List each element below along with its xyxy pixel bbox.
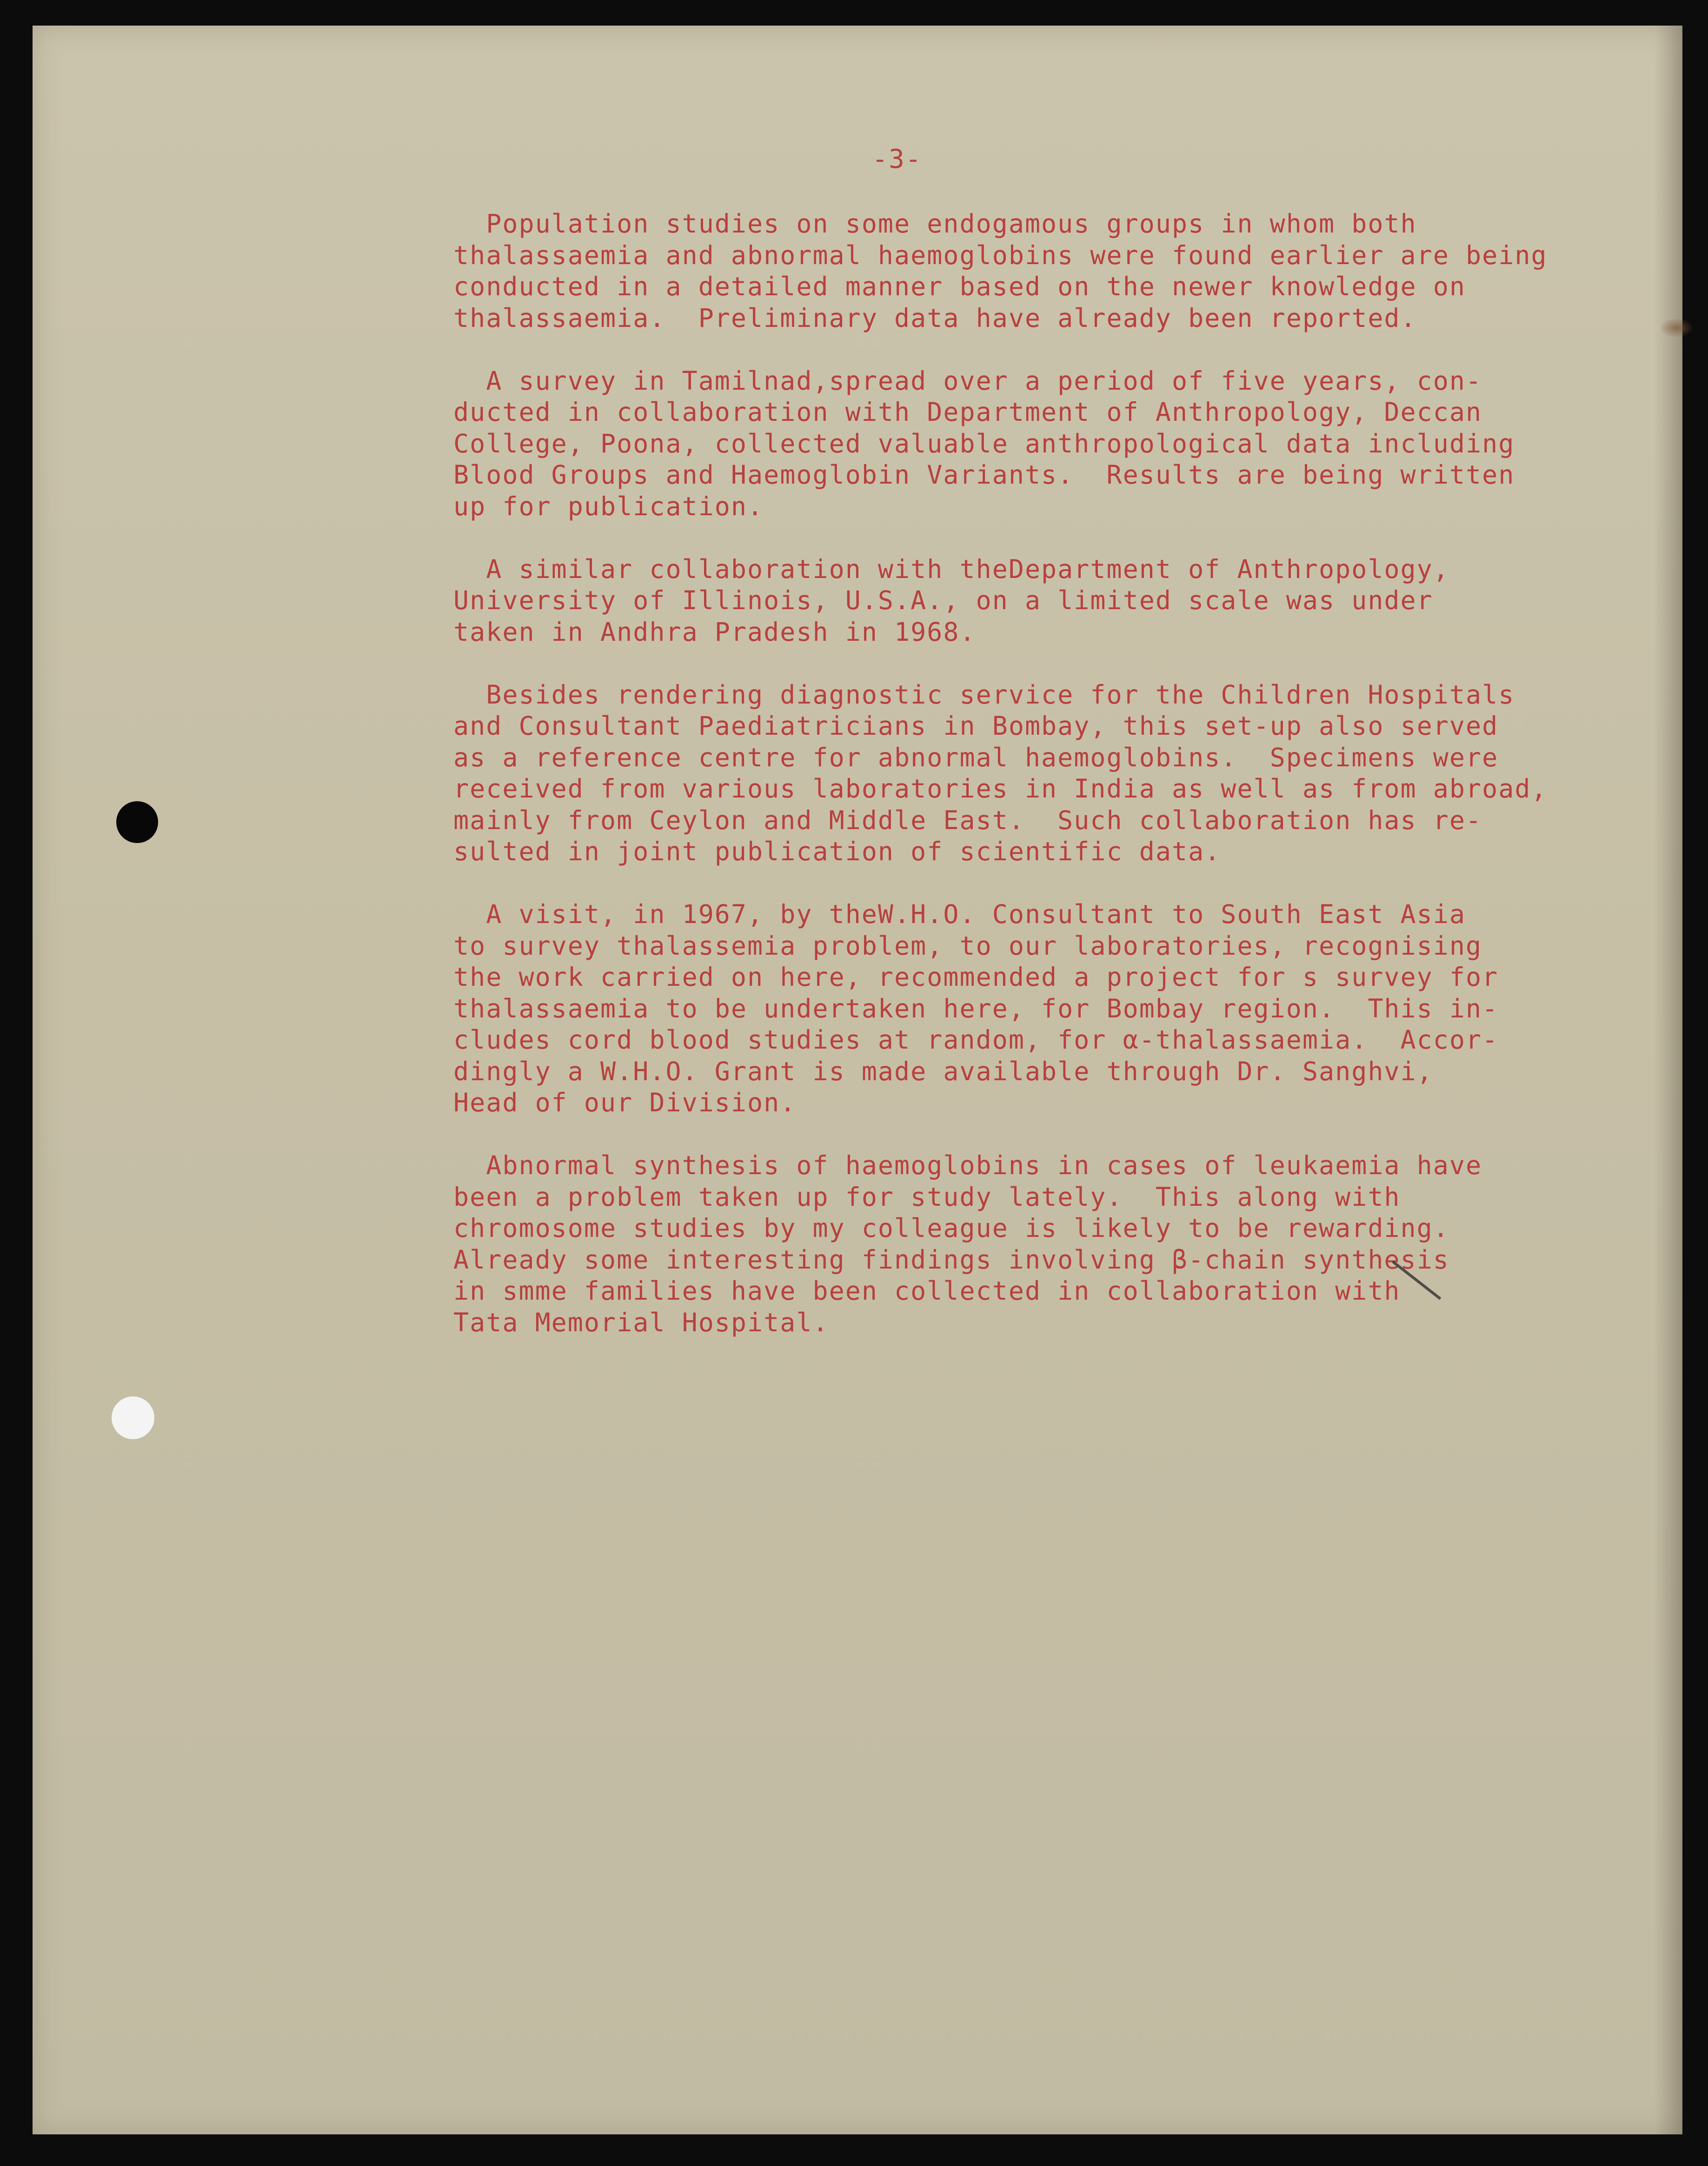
text-line: cludes cord blood studies at random, for α-thalassaemia. Accor- — [453, 1025, 1499, 1055]
text-line: Head of our Division. — [453, 1088, 797, 1117]
text-line: in smme families have been collected in collaboration with — [453, 1276, 1401, 1306]
text-line: mainly from Ceylon and Middle East. Such collaboration has re- — [453, 805, 1482, 835]
paragraph-tamilnad-survey — [453, 365, 1607, 523]
text-line: College, Poona, collected valuable anthropological data including — [453, 428, 1515, 458]
typewritten-page — [33, 26, 1682, 2134]
text-line: A survey in Tamilnad,spread over a period of five years, con- — [453, 365, 1482, 396]
body-text — [453, 208, 1607, 1370]
text-line: as a reference centre for abnormal haemoglobins. Specimens were — [453, 742, 1499, 772]
text-line: Population studies on some endogamous groups in whom both — [453, 209, 1417, 239]
text-line: chromosome studies by my colleague is likely to be rewarding. — [453, 1213, 1449, 1243]
paragraph-population-studies — [453, 208, 1607, 334]
text-line: University of Illinois, U.S.A., on a limited scale was under — [453, 585, 1433, 615]
paragraph-who-visit — [453, 899, 1607, 1119]
punch-hole-top — [116, 801, 158, 843]
text-line: and Consultant Paediatricians in Bombay, this set-up also served — [453, 711, 1499, 741]
text-line: Abnormal synthesis of haemoglobins in cases of leukaemia have — [453, 1150, 1482, 1180]
text-line: taken in Andhra Pradesh in 1968. — [453, 617, 976, 647]
text-line: conducted in a detailed manner based on the newer knowledge on — [453, 272, 1466, 301]
page-number: -3- — [872, 144, 922, 174]
text-line: Already some interesting findings involving β-chain synthesis — [453, 1244, 1449, 1275]
text-line: A visit, in 1967, by theW.H.O. Consultant to South East Asia — [453, 899, 1466, 929]
paper-stain — [1660, 319, 1693, 337]
text-line: sulted in joint publication of scientific data. — [453, 837, 1221, 866]
text-line: up for publication. — [453, 491, 764, 521]
paragraph-diagnostic-service — [453, 679, 1607, 868]
text-line: ducted in collaboration with Department of Anthropology, Deccan — [453, 397, 1482, 427]
text-line: received from various laboratories in India as well as from abroad, — [453, 774, 1548, 804]
text-line: dingly a W.H.O. Grant is made available through Dr. Sanghvi, — [453, 1056, 1433, 1086]
paragraph-illinois-collaboration — [453, 554, 1607, 648]
text-line: thalassaemia to be undertaken here, for Bombay region. This in- — [453, 993, 1499, 1023]
text-line: Besides rendering diagnostic service for the Children Hospitals — [453, 679, 1515, 710]
text-line: thalassaemia and abnormal haemoglobins were found earlier are being — [453, 240, 1548, 270]
paragraph-leukaemia-synthesis — [453, 1150, 1607, 1338]
text-line: Blood Groups and Haemoglobin Variants. Results are being written — [453, 460, 1515, 490]
text-line: the work carried on here, recommended a project for s survey for — [453, 962, 1499, 992]
text-line: thalassaemia. Preliminary data have already been reported. — [453, 303, 1417, 333]
text-line: been a problem taken up for study lately. This along with — [453, 1182, 1401, 1212]
punch-hole-bottom — [112, 1396, 154, 1439]
text-line: Tata Memorial Hospital. — [453, 1307, 829, 1337]
text-line: to survey thalassemia problem, to our laboratories, recognising — [453, 930, 1482, 961]
text-line: A similar collaboration with theDepartment of Anthropology, — [453, 554, 1449, 584]
